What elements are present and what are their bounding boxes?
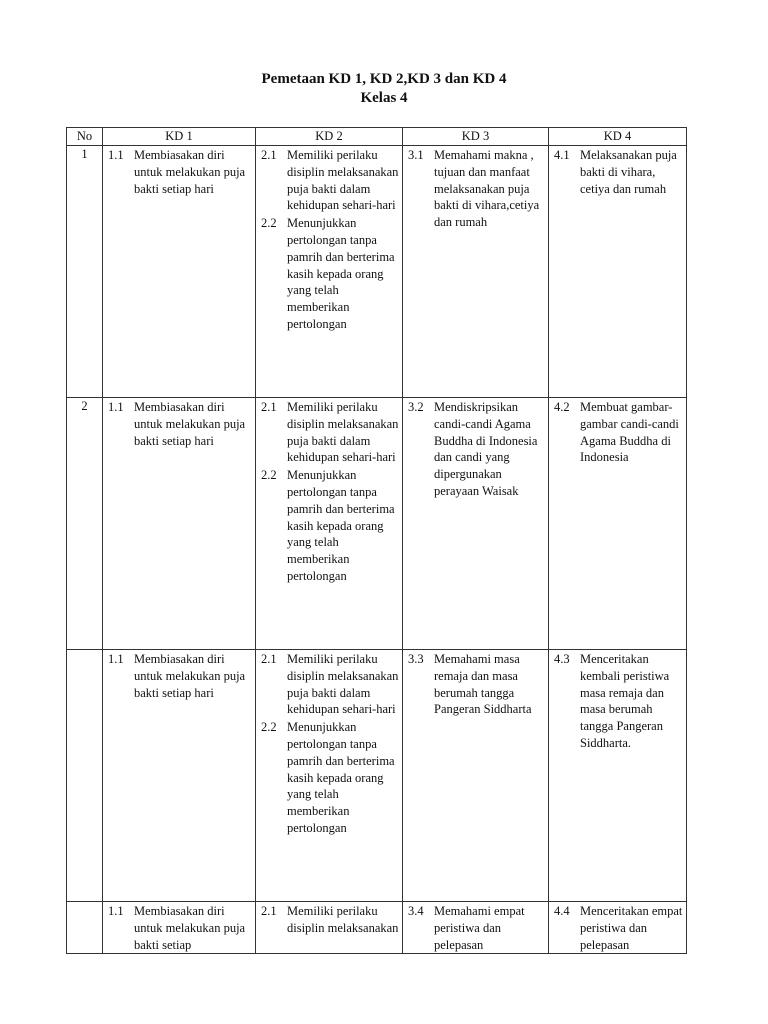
cell-kd4	[549, 398, 687, 650]
competency-number: 2.2	[261, 216, 277, 231]
competency-number: 1.1	[108, 400, 124, 414]
table-row	[67, 146, 687, 398]
competency-number: 3.2	[408, 400, 424, 414]
cell-kd1	[103, 650, 256, 902]
competency-item	[106, 147, 252, 197]
competency-number: 2.1	[261, 904, 277, 918]
table-row	[67, 902, 687, 954]
competency-number: 4.4	[554, 904, 570, 918]
competency-text: Menceritakan kembali peristiwa masa remaja dan masa berumah tangga Pangeran Siddharta.	[580, 652, 670, 750]
competency-text: Menunjukkan pertolongan tanpa pamrih dan berterima kasih kepada orang yang telah memberikan pertolongan	[287, 216, 395, 331]
cell-kd2	[256, 902, 403, 954]
competency-text: Memahami makna , tujuan dan manfaat melaksanakan puja bakti di vihara,cetiya dan rumah	[434, 148, 540, 230]
competency-text: Membiasakan diri untuk melakukan puja bakti setiap	[134, 904, 246, 952]
competency-text: Memiliki perilaku disiplin melaksanakan puja bakti dalam kehidupan sehari-hari	[287, 400, 399, 465]
kd-mapping-table	[66, 127, 687, 954]
competency-item	[106, 399, 252, 449]
competency-item	[106, 651, 252, 701]
competency-number: 4.2	[554, 400, 570, 414]
header-kd4: KD 4	[549, 128, 687, 146]
competency-number: 4.1	[554, 148, 570, 162]
competency-number: 3.1	[408, 148, 424, 162]
cell-kd1	[103, 902, 256, 954]
competency-text: Memahami masa remaja dan masa berumah tangga Pangeran Siddharta	[434, 652, 532, 717]
table-body	[67, 146, 687, 954]
competency-item	[259, 147, 399, 214]
competency-number: 2.1	[261, 148, 277, 162]
document-title	[0, 70, 768, 108]
competency-number: 2.2	[261, 720, 277, 735]
competency-number: 1.1	[108, 904, 124, 918]
competency-text: Membuat gambar-gambar candi-candi Agama Buddha di Indonesia	[580, 400, 679, 465]
header-no: No	[67, 128, 103, 146]
competency-item	[552, 903, 683, 953]
competency-number: 1.1	[108, 148, 124, 162]
competency-item	[259, 215, 399, 333]
cell-no	[67, 902, 103, 954]
competency-number: 4.3	[554, 652, 570, 666]
cell-kd2	[256, 398, 403, 650]
competency-item	[259, 719, 399, 837]
title-line-2: Kelas 4	[360, 90, 408, 106]
competency-number: 3.3	[408, 652, 424, 666]
competency-item	[259, 651, 399, 718]
cell-kd4	[549, 650, 687, 902]
competency-number: 3.4	[408, 904, 424, 918]
cell-no	[67, 650, 103, 902]
title-line-1: Pemetaan KD 1, KD 2,KD 3 dan KD 4	[261, 71, 507, 87]
competency-item	[259, 903, 399, 937]
competency-number: 2.2	[261, 468, 277, 483]
competency-text: Membiasakan diri untuk melakukan puja bakti setiap hari	[134, 148, 246, 196]
competency-text: Menceritakan empat peristiwa dan pelepasan	[580, 904, 683, 952]
competency-item	[406, 399, 545, 500]
competency-text: Memiliki perilaku disiplin melaksanakan	[287, 904, 399, 935]
competency-item	[259, 399, 399, 466]
competency-text: Memiliki perilaku disiplin melaksanakan puja bakti dalam kehidupan sehari-hari	[287, 148, 399, 213]
competency-text: Membiasakan diri untuk melakukan puja bakti setiap hari	[134, 400, 246, 448]
cell-kd3	[403, 398, 549, 650]
competency-number: 2.1	[261, 652, 277, 666]
competency-item	[106, 903, 252, 953]
cell-kd3	[403, 650, 549, 902]
competency-item	[259, 467, 399, 585]
competency-text: Membiasakan diri untuk melakukan puja bakti setiap hari	[134, 652, 246, 700]
competency-number: 2.1	[261, 400, 277, 414]
cell-kd3	[403, 146, 549, 398]
competency-number: 1.1	[108, 652, 124, 666]
table-header-row	[67, 128, 687, 146]
competency-item	[406, 903, 545, 953]
cell-kd4	[549, 146, 687, 398]
competency-text: Memiliki perilaku disiplin melaksanakan puja bakti dalam kehidupan sehari-hari	[287, 652, 399, 717]
header-kd3: KD 3	[403, 128, 549, 146]
cell-no: 1	[67, 146, 103, 398]
competency-item	[552, 147, 683, 197]
cell-kd4	[549, 902, 687, 954]
competency-text: Menunjukkan pertolongan tanpa pamrih dan berterima kasih kepada orang yang telah memberikan pertolongan	[287, 720, 395, 835]
cell-kd2	[256, 146, 403, 398]
header-kd1: KD 1	[103, 128, 256, 146]
cell-kd3	[403, 902, 549, 954]
competency-item	[552, 399, 683, 466]
table-row	[67, 398, 687, 650]
cell-kd1	[103, 146, 256, 398]
competency-item	[406, 147, 545, 231]
competency-text: Mendiskripsikan candi-candi Agama Buddha di Indonesia dan candi yang dipergunakan perayaan Waisak	[434, 400, 538, 498]
table-row	[67, 650, 687, 902]
cell-kd1	[103, 398, 256, 650]
cell-kd2	[256, 650, 403, 902]
header-kd2: KD 2	[256, 128, 403, 146]
cell-no: 2	[67, 398, 103, 650]
competency-text: Menunjukkan pertolongan tanpa pamrih dan berterima kasih kepada orang yang telah memberikan pertolongan	[287, 468, 395, 583]
competency-text: Memahami empat peristiwa dan pelepasan	[434, 904, 525, 952]
competency-item	[552, 651, 683, 752]
competency-text: Melaksanakan puja bakti di vihara, cetiya dan rumah	[580, 148, 677, 196]
competency-item	[406, 651, 545, 718]
